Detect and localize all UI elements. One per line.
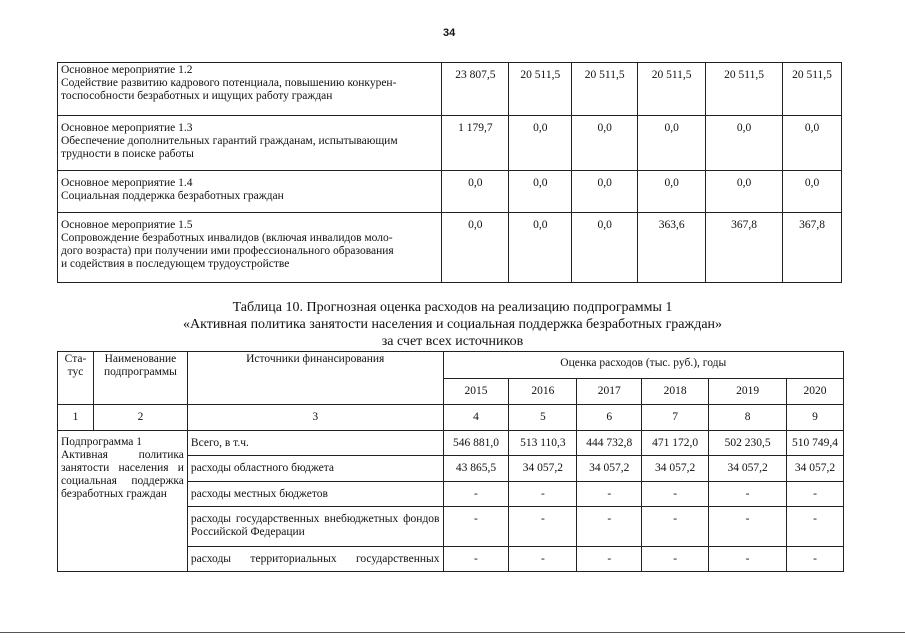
column-number: 8 (709, 405, 787, 431)
value-cell: 0,0 (572, 171, 638, 213)
value-cell: - (443, 547, 509, 572)
year-header: 2015 (443, 379, 509, 405)
year-header: 2017 (577, 379, 642, 405)
value-cell: - (577, 482, 642, 507)
value-cell: - (443, 482, 509, 507)
value-cell: 367,8 (706, 213, 783, 283)
value-cell: - (577, 547, 642, 572)
value-cell: 0,0 (442, 213, 509, 283)
financing-source: расходы местных бюджетов (187, 482, 443, 507)
table-10 (57, 351, 844, 572)
subprogram-description: Активная политика занятости населения и социальная поддержка безработных граждан (61, 449, 184, 500)
activity-title: Основное мероприятие 1.5 (61, 219, 193, 231)
value-cell: 0,0 (638, 171, 706, 213)
value-cell: 0,0 (638, 116, 706, 171)
activity-text: тоспособности безработных и ищущих работу граждан (61, 90, 333, 102)
table-row (58, 171, 842, 213)
value-cell: - (787, 507, 844, 547)
column-number: 1 (58, 405, 94, 431)
page-number: 34 (443, 27, 456, 39)
activity-text: Социальная поддержка безработных граждан (61, 190, 284, 202)
table-row (58, 63, 842, 116)
activity-description (58, 171, 442, 213)
activity-text: Содействие развитию кадрового потенциала, повышению конкурен- (61, 77, 397, 89)
subprogram-name-cell (58, 431, 188, 572)
financing-source: расходы государственных внебюджетных фондов Российской Федерации (187, 507, 443, 547)
header-financing-sources: Источники финансирования (187, 352, 443, 405)
header-status: Ста- тус (58, 352, 94, 405)
value-cell: 502 230,5 (709, 431, 787, 456)
value-cell: 23 807,5 (442, 63, 509, 116)
column-numbers-row (58, 405, 844, 431)
value-cell: 0,0 (783, 171, 842, 213)
value-cell: 0,0 (509, 116, 572, 171)
value-cell: 0,0 (783, 116, 842, 171)
value-cell: 20 511,5 (783, 63, 842, 116)
column-number: 9 (787, 405, 844, 431)
continued-expenses-table (57, 62, 842, 283)
column-number: 7 (642, 405, 709, 431)
value-cell: 20 511,5 (509, 63, 572, 116)
column-number: 2 (93, 405, 187, 431)
value-cell: - (787, 547, 844, 572)
activity-title: Основное мероприятие 1.2 (61, 64, 193, 76)
value-cell: - (787, 482, 844, 507)
value-cell: 444 732,8 (577, 431, 642, 456)
value-cell: 34 057,2 (509, 456, 577, 482)
value-cell: - (642, 507, 709, 547)
value-cell: 0,0 (706, 171, 783, 213)
value-cell: - (642, 482, 709, 507)
value-cell: 513 110,3 (509, 431, 577, 456)
value-cell: 0,0 (706, 116, 783, 171)
value-cell: - (577, 507, 642, 547)
financing-source: расходы территориальных государственных (187, 547, 443, 572)
table-caption-line-2: «Активная политика занятости населения и социальная поддержка безработных граждан» (182, 317, 723, 332)
value-cell: - (509, 482, 577, 507)
value-cell: 34 057,2 (787, 456, 844, 482)
year-header: 2018 (642, 379, 709, 405)
activity-text: дого возраста) при получении ими профессионального образования (61, 245, 394, 257)
value-cell: 0,0 (572, 213, 638, 283)
value-cell: 20 511,5 (706, 63, 783, 116)
column-number: 3 (187, 405, 443, 431)
table-row (58, 116, 842, 171)
value-cell: 546 881,0 (443, 431, 509, 456)
value-cell: 1 179,7 (442, 116, 509, 171)
year-header: 2020 (787, 379, 844, 405)
value-cell: 0,0 (442, 171, 509, 213)
value-cell: 20 511,5 (572, 63, 638, 116)
value-cell: - (509, 547, 577, 572)
activity-text: трудности в поиске работы (61, 148, 194, 160)
financing-source: Всего, в т.ч. (187, 431, 443, 456)
activity-text: и содействия в последующем трудоустройстве (61, 258, 290, 270)
value-cell: 0,0 (509, 213, 572, 283)
value-cell: 0,0 (509, 171, 572, 213)
column-number: 6 (577, 405, 642, 431)
table-caption-line-3: за счет всех источников (381, 334, 524, 349)
year-header: 2016 (509, 379, 577, 405)
value-cell: 34 057,2 (709, 456, 787, 482)
value-cell: - (642, 547, 709, 572)
value-cell: - (709, 547, 787, 572)
activity-text: Обеспечение дополнительных гарантий гражданам, испытывающим (61, 135, 398, 147)
value-cell: 34 057,2 (642, 456, 709, 482)
financing-source: расходы областного бюджета (187, 456, 443, 482)
header-subprogram-name: Наименование подпрограммы (93, 352, 187, 405)
activity-title: Основное мероприятие 1.4 (61, 177, 193, 189)
value-cell: - (709, 482, 787, 507)
value-cell: - (443, 507, 509, 547)
table-row (58, 431, 844, 456)
value-cell: - (509, 507, 577, 547)
activity-description (58, 213, 442, 283)
activity-description (58, 63, 442, 116)
table-header-row (58, 352, 844, 379)
value-cell: 0,0 (572, 116, 638, 171)
value-cell: 34 057,2 (577, 456, 642, 482)
table-row (58, 213, 842, 283)
activity-text: Сопровождение безработных инвалидов (включая инвалидов моло- (61, 232, 393, 244)
value-cell: 510 749,4 (787, 431, 844, 456)
value-cell: 20 511,5 (638, 63, 706, 116)
value-cell: - (709, 507, 787, 547)
subprogram-title: Подпрограмма 1 (61, 436, 143, 448)
value-cell: 43 865,5 (443, 456, 509, 482)
table-caption-line-1: Таблица 10. Прогнозная оценка расходов на реализацию подпрограммы 1 (232, 300, 673, 315)
value-cell: 363,6 (638, 213, 706, 283)
page-bottom-edge (0, 632, 905, 633)
activity-description (58, 116, 442, 171)
activity-title: Основное мероприятие 1.3 (61, 122, 193, 134)
year-header: 2019 (709, 379, 787, 405)
column-number: 4 (443, 405, 509, 431)
value-cell: 471 172,0 (642, 431, 709, 456)
value-cell: 367,8 (783, 213, 842, 283)
column-number: 5 (509, 405, 577, 431)
header-expense-estimate: Оценка расходов (тыс. руб.), годы (443, 352, 844, 379)
